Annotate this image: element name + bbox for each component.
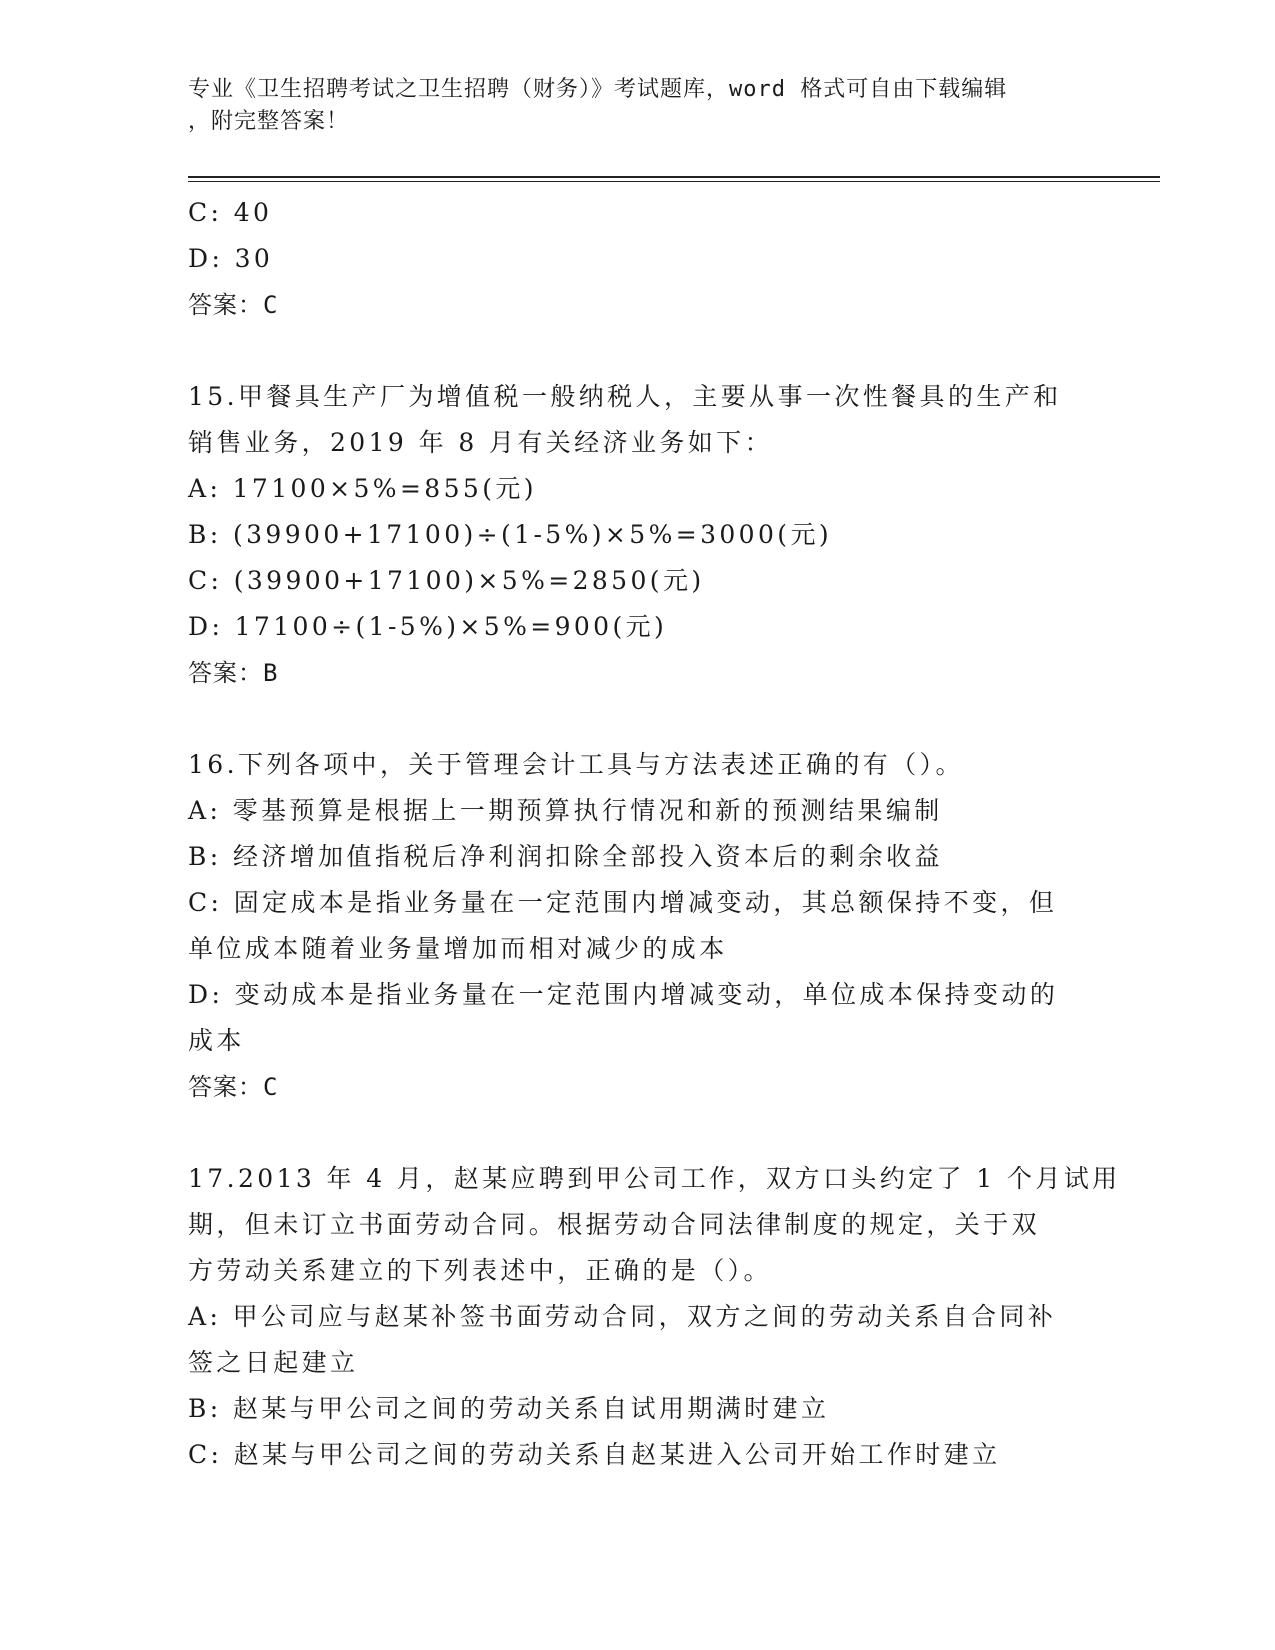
question-16	[188, 742, 1088, 1110]
option-b: B: (39900+17100)÷(1-5%)×5%=3000(元)	[188, 520, 833, 549]
header-title-continuation: ，附完整答案！	[188, 109, 350, 134]
option-a: A: 零基预算是根据上一期预算执行情况和新的预测结果编制	[188, 796, 943, 825]
question-14-tail	[188, 190, 1088, 328]
question-stem: 15.甲餐具生产厂为增值税一般纳税人，主要从事一次性餐具的生产和	[188, 382, 1062, 411]
option-b: B: 经济增加值指税后净利润扣除全部投入资本后的剩余收益	[188, 842, 943, 871]
spacer	[188, 696, 1088, 742]
option-c: C: (39900+17100)×5%=2850(元)	[188, 566, 705, 595]
document-header	[188, 74, 1078, 138]
option-a: A: 17100×5%=855(元)	[188, 474, 537, 503]
question-stem: 17.2013 年 4 月，赵某应聘到甲公司工作，双方口头约定了 1 个月试用	[188, 1164, 1121, 1193]
answer-line: 答案：B	[188, 659, 279, 687]
option-c: C: 赵某与甲公司之间的劳动关系自赵某进入公司开始工作时建立	[188, 1440, 1001, 1469]
option-a: A: 甲公司应与赵某补签书面劳动合同，双方之间的劳动关系自合同补	[188, 1302, 1057, 1331]
option-d: D: 17100÷(1-5%)×5%=900(元)	[188, 612, 668, 641]
option-d: D: 变动成本是指业务量在一定范围内增减变动，单位成本保持变动的	[188, 980, 1059, 1009]
question-stem-continuation: 方劳动关系建立的下列表述中，正确的是（）。	[188, 1256, 772, 1285]
answer-line: 答案：C	[188, 291, 279, 319]
question-stem-continuation: 销售业务，2019 年 8 月有关经济业务如下：	[188, 428, 773, 457]
option-c: C: 40	[188, 198, 273, 227]
answer-line: 答案：C	[188, 1073, 279, 1101]
question-15	[188, 374, 1088, 696]
spacer	[188, 1110, 1088, 1156]
question-17	[188, 1156, 1121, 1478]
spacer	[188, 328, 1088, 374]
option-d-continuation: 成本	[188, 1026, 245, 1055]
option-d: D: 30	[188, 244, 274, 273]
question-stem-continuation: 期，但未订立书面劳动合同。根据劳动合同法律制度的规定，关于双	[188, 1210, 1041, 1239]
option-c-continuation: 单位成本随着业务量增加而相对减少的成本	[188, 934, 728, 963]
question-list	[188, 190, 1121, 1478]
option-c: C: 固定成本是指业务量在一定范围内增减变动，其总额保持不变，但	[188, 888, 1058, 917]
header-title-line: 专业《卫生招聘考试之卫生招聘（财务）》考试题库，word 格式可自由下载编辑	[188, 77, 1008, 102]
option-a-continuation: 签之日起建立	[188, 1348, 359, 1377]
option-b: B: 赵某与甲公司之间的劳动关系自试用期满时建立	[188, 1394, 830, 1423]
question-stem: 16.下列各项中，关于管理会计工具与方法表述正确的有（）。	[188, 750, 964, 779]
header-divider	[188, 176, 1160, 182]
